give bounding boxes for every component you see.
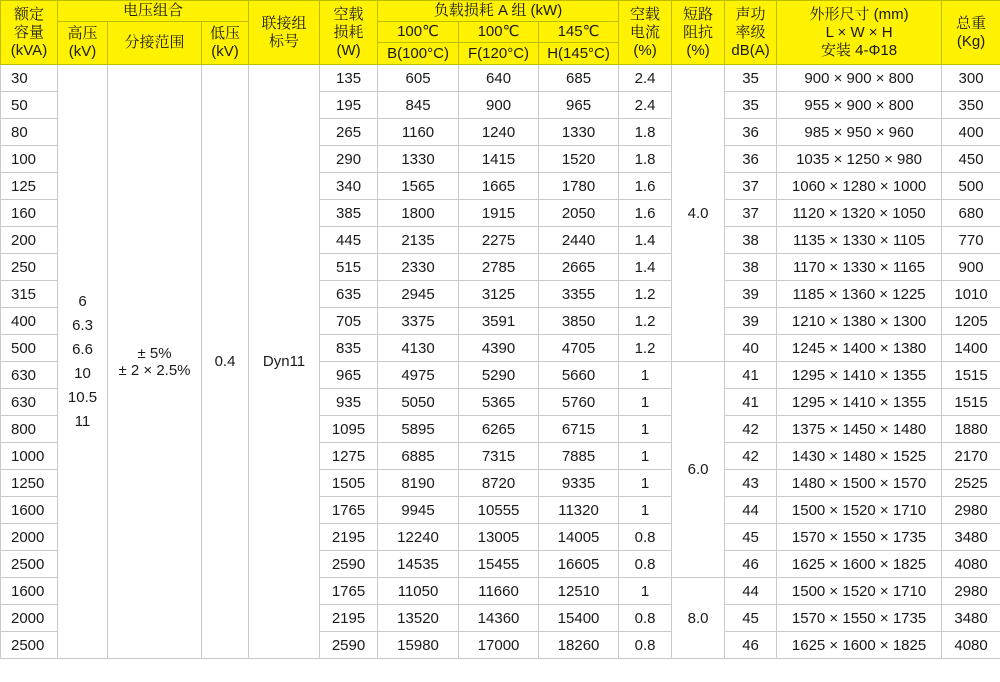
cell-no-load-loss: 445 [320,227,378,254]
cell-load-loss-h: 4705 [539,335,619,362]
cell-load-loss-f: 5290 [459,362,539,389]
table-body [1,65,1000,659]
cell-load-loss-b: 15980 [378,632,459,659]
header-hv [58,22,108,65]
cell-weight: 3480 [942,524,1000,551]
header-impedance [672,1,725,65]
cell-load-loss-h: 12510 [539,578,619,605]
cell-no-load-current: 1.2 [619,281,672,308]
header-load-loss-group: 负载损耗 A 组 (kW) [378,1,619,22]
cell-capacity: 630 [1,362,58,389]
header-text: 声功 [735,5,766,23]
cell-dimensions: 1185 × 1360 × 1225 [777,281,942,308]
cell-load-loss-b: 14535 [378,551,459,578]
cell-load-loss-h: 3850 [539,308,619,335]
cell-load-loss-b: 6885 [378,443,459,470]
cell-dimensions: 1035 × 1250 × 980 [777,146,942,173]
cell-load-loss-b: 845 [378,92,459,119]
cell-capacity: 800 [1,416,58,443]
cell-load-loss-b: 3375 [378,308,459,335]
header-text: 空载 [333,5,364,23]
cell-capacity: 1250 [1,470,58,497]
cell-noise: 39 [725,308,777,335]
header-noise [725,1,777,65]
cell-load-loss-f: 1415 [459,146,539,173]
header-text: (W) [336,41,361,59]
cell-dimensions: 1500 × 1520 × 1710 [777,497,942,524]
cell-dimensions: 1170 × 1330 × 1165 [777,254,942,281]
cell-weight: 2525 [942,470,1000,497]
cell-capacity: 50 [1,92,58,119]
cell-noise: 45 [725,605,777,632]
cell-weight: 1010 [942,281,1000,308]
cell-load-loss-h: 1330 [539,119,619,146]
cell-dimensions: 1295 × 1410 × 1355 [777,389,942,416]
cell-no-load-current: 1.8 [619,146,672,173]
cell-weight: 1400 [942,335,1000,362]
cell-capacity: 125 [1,173,58,200]
cell-capacity: 630 [1,389,58,416]
header-text: 总重 [956,14,987,32]
cell-capacity: 80 [1,119,58,146]
cell-dimensions: 1570 × 1550 × 1735 [777,605,942,632]
cell-no-load-loss: 2590 [320,551,378,578]
cell-load-loss-h: 7885 [539,443,619,470]
tap-value: ± 2 × 2.5% [118,361,191,379]
cell-capacity: 2500 [1,632,58,659]
cell-load-loss-f: 13005 [459,524,539,551]
cell-dimensions: 1210 × 1380 × 1300 [777,308,942,335]
cell-load-loss-f: 15455 [459,551,539,578]
cell-weight: 1205 [942,308,1000,335]
cell-dimensions: 955 × 900 × 800 [777,92,942,119]
header-load-loss-h: H(145°C) [539,43,619,65]
cell-noise: 39 [725,281,777,308]
cell-noise: 42 [725,443,777,470]
cell-load-loss-h: 5760 [539,389,619,416]
cell-load-loss-b: 1160 [378,119,459,146]
cell-no-load-loss: 635 [320,281,378,308]
cell-no-load-loss: 515 [320,254,378,281]
cell-load-loss-f: 1665 [459,173,539,200]
cell-no-load-current: 1 [619,443,672,470]
hv-value: 10.5 [67,388,98,406]
header-text: 短路 [683,5,714,23]
cell-capacity: 100 [1,146,58,173]
cell-weight: 4080 [942,632,1000,659]
cell-capacity: 30 [1,65,58,92]
header-text: (kV) [211,43,239,60]
cell-load-loss-f: 11660 [459,578,539,605]
cell-load-loss-f: 1915 [459,200,539,227]
cell-load-loss-b: 1800 [378,200,459,227]
cell-noise: 37 [725,173,777,200]
cell-load-loss-b: 2330 [378,254,459,281]
cell-dimensions: 1245 × 1400 × 1380 [777,335,942,362]
cell-weight: 1515 [942,389,1000,416]
cell-noise: 41 [725,362,777,389]
cell-weight: 4080 [942,551,1000,578]
cell-capacity: 1600 [1,497,58,524]
cell-dimensions: 1375 × 1450 × 1480 [777,416,942,443]
cell-load-loss-h: 18260 [539,632,619,659]
cell-load-loss-b: 1330 [378,146,459,173]
cell-load-loss-f: 2785 [459,254,539,281]
cell-weight: 2980 [942,578,1000,605]
header-text: 损耗 [333,23,364,41]
cell-noise: 37 [725,200,777,227]
cell-noise: 41 [725,389,777,416]
cell-no-load-current: 2.4 [619,65,672,92]
header-dimensions [777,1,942,65]
hv-value: 6.6 [72,340,93,358]
cell-dimensions: 985 × 950 × 960 [777,119,942,146]
cell-load-loss-b: 2945 [378,281,459,308]
header-text: (kVA) [10,41,48,59]
header-load-loss-f: F(120°C) [459,43,539,65]
cell-capacity: 1600 [1,578,58,605]
cell-impedance-merged: 4.0 [672,65,725,362]
cell-no-load-loss: 2195 [320,605,378,632]
hv-value: 6 [78,292,87,310]
cell-load-loss-f: 2275 [459,227,539,254]
cell-load-loss-h: 6715 [539,416,619,443]
cell-load-loss-h: 685 [539,65,619,92]
cell-no-load-current: 0.8 [619,632,672,659]
cell-load-loss-b: 11050 [378,578,459,605]
cell-load-loss-h: 15400 [539,605,619,632]
hv-values [58,290,107,434]
cell-load-loss-h: 16605 [539,551,619,578]
cell-no-load-current: 1.6 [619,200,672,227]
cell-noise: 38 [725,254,777,281]
cell-load-loss-f: 3125 [459,281,539,308]
cell-capacity: 250 [1,254,58,281]
cell-no-load-current: 1.8 [619,119,672,146]
header-text: (%) [686,41,710,59]
cell-no-load-current: 1 [619,362,672,389]
cell-no-load-current: 1.4 [619,227,672,254]
header-voltage-group: 电压组合 [58,1,249,22]
cell-noise: 46 [725,551,777,578]
cell-no-load-loss: 340 [320,173,378,200]
cell-no-load-current: 1.6 [619,173,672,200]
cell-load-loss-f: 5365 [459,389,539,416]
header-text: 额定 [13,5,44,23]
header-text: 电流 [630,23,661,41]
cell-load-loss-h: 2050 [539,200,619,227]
cell-tap-merged [108,65,202,659]
tap-value: ± 5% [137,344,172,362]
header-vector-group [249,1,320,65]
header-text: L × W × H [825,23,893,41]
cell-load-loss-f: 7315 [459,443,539,470]
cell-no-load-current: 1.2 [619,308,672,335]
header-text: 高压 [67,25,98,42]
cell-dimensions: 1135 × 1330 × 1105 [777,227,942,254]
cell-no-load-loss: 195 [320,92,378,119]
cell-dimensions: 1120 × 1320 × 1050 [777,200,942,227]
hv-value: 6.3 [72,316,93,334]
cell-no-load-current: 1.2 [619,335,672,362]
cell-no-load-current: 1 [619,497,672,524]
cell-no-load-loss: 135 [320,65,378,92]
cell-noise: 44 [725,578,777,605]
cell-load-loss-h: 11320 [539,497,619,524]
cell-load-loss-h: 965 [539,92,619,119]
cell-no-load-loss: 2590 [320,632,378,659]
cell-no-load-loss: 1505 [320,470,378,497]
cell-no-load-loss: 705 [320,308,378,335]
cell-no-load-current: 0.8 [619,605,672,632]
cell-hv-merged [58,65,108,659]
cell-capacity: 315 [1,281,58,308]
cell-load-loss-b: 5050 [378,389,459,416]
cell-weight: 680 [942,200,1000,227]
cell-load-loss-h: 14005 [539,524,619,551]
header-text: 容量 [13,23,44,41]
cell-noise: 35 [725,65,777,92]
cell-capacity: 2000 [1,605,58,632]
cell-load-loss-b: 4130 [378,335,459,362]
header-text: 空载 [630,5,661,23]
cell-capacity: 2500 [1,551,58,578]
cell-no-load-loss: 935 [320,389,378,416]
header-load-loss-h-top: 145℃ [539,22,619,43]
cell-load-loss-f: 6265 [459,416,539,443]
cell-weight: 450 [942,146,1000,173]
header-text: (kV) [68,43,97,60]
cell-load-loss-f: 14360 [459,605,539,632]
header-lv [202,22,249,65]
cell-weight: 2980 [942,497,1000,524]
cell-no-load-loss: 965 [320,362,378,389]
cell-load-loss-b: 4975 [378,362,459,389]
header-text: (%) [633,41,657,59]
hv-value: 11 [74,412,91,430]
cell-noise: 42 [725,416,777,443]
header-text: 外形尺寸 (mm) [809,5,909,23]
cell-load-loss-f: 17000 [459,632,539,659]
cell-weight: 1880 [942,416,1000,443]
cell-load-loss-h: 2665 [539,254,619,281]
cell-load-loss-h: 1520 [539,146,619,173]
cell-capacity: 200 [1,227,58,254]
cell-no-load-loss: 1765 [320,497,378,524]
cell-no-load-current: 1 [619,578,672,605]
cell-load-loss-h: 3355 [539,281,619,308]
cell-dimensions: 1625 × 1600 × 1825 [777,551,942,578]
cell-no-load-current: 1 [619,389,672,416]
header-load-loss-f-top: 100℃ [459,22,539,43]
cell-weight: 300 [942,65,1000,92]
cell-dimensions: 1570 × 1550 × 1735 [777,524,942,551]
cell-weight: 1515 [942,362,1000,389]
cell-weight: 350 [942,92,1000,119]
cell-noise: 45 [725,524,777,551]
cell-load-loss-b: 8190 [378,470,459,497]
cell-load-loss-h: 9335 [539,470,619,497]
cell-no-load-loss: 1275 [320,443,378,470]
cell-load-loss-f: 640 [459,65,539,92]
cell-capacity: 400 [1,308,58,335]
cell-noise: 36 [725,119,777,146]
header-text: dB(A) [731,41,770,59]
cell-no-load-loss: 290 [320,146,378,173]
header-text: 安装 4-Φ18 [820,41,898,59]
cell-dimensions: 1625 × 1600 × 1825 [777,632,942,659]
cell-no-load-current: 2.4 [619,92,672,119]
header-weight [942,1,1000,65]
cell-capacity: 500 [1,335,58,362]
cell-load-loss-b: 12240 [378,524,459,551]
cell-capacity: 2000 [1,524,58,551]
cell-no-load-loss: 265 [320,119,378,146]
cell-load-loss-f: 900 [459,92,539,119]
cell-dimensions: 1060 × 1280 × 1000 [777,173,942,200]
cell-weight: 400 [942,119,1000,146]
cell-weight: 500 [942,173,1000,200]
header-text: 联接组 [261,14,307,32]
header-load-loss-b: B(100°C) [378,43,459,65]
cell-load-loss-b: 13520 [378,605,459,632]
cell-noise: 44 [725,497,777,524]
table-row [1,65,1000,92]
cell-weight: 2170 [942,443,1000,470]
cell-dimensions: 1295 × 1410 × 1355 [777,362,942,389]
cell-capacity: 160 [1,200,58,227]
cell-no-load-loss: 835 [320,335,378,362]
cell-no-load-current: 1.4 [619,254,672,281]
cell-load-loss-b: 1565 [378,173,459,200]
cell-noise: 35 [725,92,777,119]
cell-load-loss-f: 3591 [459,308,539,335]
header-text: 率级 [735,23,766,41]
cell-dimensions: 900 × 900 × 800 [777,65,942,92]
header-rated-capacity [1,1,58,65]
header-text: 标号 [269,32,300,50]
cell-load-loss-b: 9945 [378,497,459,524]
cell-lv-merged: 0.4 [202,65,249,659]
cell-dimensions: 1500 × 1520 × 1710 [777,578,942,605]
cell-load-loss-h: 1780 [539,173,619,200]
cell-capacity: 1000 [1,443,58,470]
cell-dimensions: 1430 × 1480 × 1525 [777,443,942,470]
header-tap-range: 分接范围 [108,22,202,65]
cell-dimensions: 1480 × 1500 × 1570 [777,470,942,497]
cell-no-load-loss: 1765 [320,578,378,605]
cell-load-loss-f: 4390 [459,335,539,362]
header-text: (Kg) [956,32,986,50]
cell-noise: 46 [725,632,777,659]
cell-noise: 38 [725,227,777,254]
cell-load-loss-f: 8720 [459,470,539,497]
header-text: 低压 [210,25,241,42]
cell-load-loss-f: 1240 [459,119,539,146]
header-text: 阻抗 [683,23,714,41]
cell-weight: 770 [942,227,1000,254]
cell-load-loss-b: 2135 [378,227,459,254]
cell-impedance-merged: 8.0 [672,578,725,659]
cell-load-loss-h: 2440 [539,227,619,254]
cell-no-load-current: 1 [619,470,672,497]
cell-load-loss-h: 5660 [539,362,619,389]
header-no-load-current [619,1,672,65]
cell-vector-merged: Dyn11 [249,65,320,659]
cell-no-load-loss: 2195 [320,524,378,551]
cell-no-load-loss: 385 [320,200,378,227]
cell-load-loss-b: 5895 [378,416,459,443]
cell-noise: 36 [725,146,777,173]
header-no-load-loss [320,1,378,65]
cell-no-load-current: 0.8 [619,551,672,578]
cell-load-loss-b: 605 [378,65,459,92]
header-load-loss-b-top: 100℃ [378,22,459,43]
cell-load-loss-f: 10555 [459,497,539,524]
cell-noise: 43 [725,470,777,497]
cell-no-load-current: 0.8 [619,524,672,551]
cell-no-load-loss: 1095 [320,416,378,443]
hv-value: 10 [74,364,91,382]
cell-no-load-current: 1 [619,416,672,443]
cell-weight: 3480 [942,605,1000,632]
cell-impedance-merged: 6.0 [672,362,725,578]
cell-weight: 900 [942,254,1000,281]
cell-noise: 40 [725,335,777,362]
